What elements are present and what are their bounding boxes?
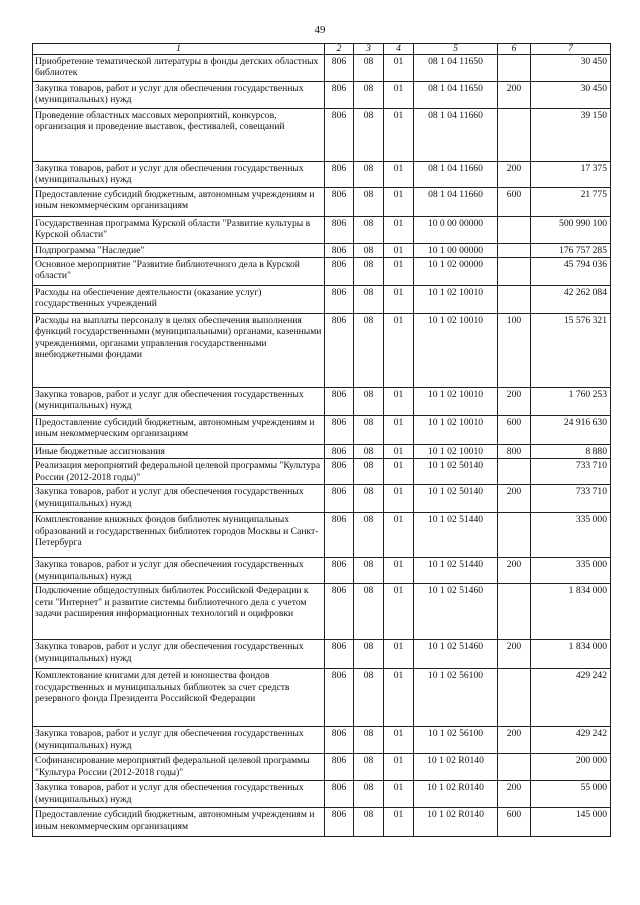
row-name: Расходы на обеспечение деятельности (оказание услуг) государственных учреждений bbox=[33, 286, 325, 314]
target-article-code: 10 1 02 10010 bbox=[414, 314, 498, 388]
row-name: Приобретение тематической литературы в фонды детских областных библиотек bbox=[33, 55, 325, 82]
target-article-code: 10 1 02 51460 bbox=[414, 640, 498, 669]
column-header: 6 bbox=[498, 44, 531, 55]
row-name: Реализация мероприятий федеральной целевой программы "Культура России (2012-2018 годы)" bbox=[33, 459, 325, 485]
expense-type-code bbox=[498, 243, 531, 257]
table-row bbox=[33, 416, 611, 445]
expense-type-code: 200 bbox=[498, 781, 531, 808]
amount: 24 916 630 bbox=[531, 416, 611, 445]
subsection-code: 01 bbox=[384, 808, 414, 837]
table-row bbox=[33, 513, 611, 558]
admin-code: 806 bbox=[325, 314, 354, 388]
section-code: 08 bbox=[354, 513, 384, 558]
target-article-code: 10 1 02 50140 bbox=[414, 459, 498, 485]
expense-type-code: 200 bbox=[498, 162, 531, 188]
amount: 45 794 036 bbox=[531, 258, 611, 286]
target-article-code: 10 1 02 10010 bbox=[414, 416, 498, 445]
amount: 1 834 000 bbox=[531, 584, 611, 640]
target-article-code: 10 1 02 51440 bbox=[414, 513, 498, 558]
table-row bbox=[33, 388, 611, 416]
expense-type-code bbox=[498, 109, 531, 162]
table-row bbox=[33, 216, 611, 243]
amount: 1 760 253 bbox=[531, 388, 611, 416]
section-code: 08 bbox=[354, 640, 384, 669]
row-name: Закупка товаров, работ и услуг для обеспечения государственных (муниципальных) нужд bbox=[33, 162, 325, 188]
admin-code: 806 bbox=[325, 513, 354, 558]
admin-code: 806 bbox=[325, 216, 354, 243]
expense-type-code: 600 bbox=[498, 187, 531, 216]
expense-type-code bbox=[498, 459, 531, 485]
subsection-code: 01 bbox=[384, 258, 414, 286]
table-row bbox=[33, 669, 611, 727]
table-row bbox=[33, 55, 611, 82]
row-name: Предоставление субсидий бюджетным, автономным учреждениям и иным некоммерческим организациям bbox=[33, 808, 325, 837]
table-row bbox=[33, 558, 611, 584]
target-article-code: 10 1 02 10010 bbox=[414, 388, 498, 416]
row-name: Основное мероприятие "Развитие библиотечного дела в Курской области" bbox=[33, 258, 325, 286]
row-name: Софинансирование мероприятий федеральной целевой программы "Культура России (2012-2018 годы)" bbox=[33, 754, 325, 781]
table-row bbox=[33, 781, 611, 808]
section-code: 08 bbox=[354, 459, 384, 485]
row-name: Комплектование книжных фондов библиотек муниципальных образований и государственных библиотек городов Москвы и Санкт-Петербурга bbox=[33, 513, 325, 558]
row-name: Закупка товаров, работ и услуг для обеспечения государственных (муниципальных) нужд bbox=[33, 727, 325, 754]
subsection-code: 01 bbox=[384, 669, 414, 727]
target-article-code: 10 1 02 10010 bbox=[414, 445, 498, 459]
table-row bbox=[33, 286, 611, 314]
section-code: 08 bbox=[354, 558, 384, 584]
table-row bbox=[33, 243, 611, 257]
target-article-code: 10 1 02 56100 bbox=[414, 669, 498, 727]
expense-type-code bbox=[498, 258, 531, 286]
amount: 429 242 bbox=[531, 727, 611, 754]
row-name: Проведение областных массовых мероприятий, конкурсов, организация и проведение выставок, фестивалей, совещаний bbox=[33, 109, 325, 162]
amount: 200 000 bbox=[531, 754, 611, 781]
amount: 17 375 bbox=[531, 162, 611, 188]
expense-type-code: 200 bbox=[498, 82, 531, 109]
target-article-code: 10 1 02 56100 bbox=[414, 727, 498, 754]
table-row bbox=[33, 109, 611, 162]
expense-type-code bbox=[498, 669, 531, 727]
admin-code: 806 bbox=[325, 258, 354, 286]
subsection-code: 01 bbox=[384, 314, 414, 388]
section-code: 08 bbox=[354, 669, 384, 727]
amount: 1 834 000 bbox=[531, 640, 611, 669]
expense-type-code: 200 bbox=[498, 558, 531, 584]
table-row bbox=[33, 82, 611, 109]
expense-type-code: 800 bbox=[498, 445, 531, 459]
subsection-code: 01 bbox=[384, 388, 414, 416]
expense-type-code bbox=[498, 513, 531, 558]
target-article-code: 10 1 02 51460 bbox=[414, 584, 498, 640]
subsection-code: 01 bbox=[384, 243, 414, 257]
table-row bbox=[33, 445, 611, 459]
section-code: 08 bbox=[354, 82, 384, 109]
table-row bbox=[33, 584, 611, 640]
row-name: Закупка товаров, работ и услуг для обеспечения государственных (муниципальных) нужд bbox=[33, 82, 325, 109]
subsection-code: 01 bbox=[384, 584, 414, 640]
section-code: 08 bbox=[354, 754, 384, 781]
budget-table bbox=[32, 43, 611, 837]
admin-code: 806 bbox=[325, 584, 354, 640]
expense-type-code: 200 bbox=[498, 388, 531, 416]
admin-code: 806 bbox=[325, 109, 354, 162]
admin-code: 806 bbox=[325, 781, 354, 808]
target-article-code: 10 0 00 00000 bbox=[414, 216, 498, 243]
table-row bbox=[33, 314, 611, 388]
table-row bbox=[33, 459, 611, 485]
subsection-code: 01 bbox=[384, 513, 414, 558]
target-article-code: 10 1 02 51440 bbox=[414, 558, 498, 584]
amount: 145 000 bbox=[531, 808, 611, 837]
expense-type-code bbox=[498, 55, 531, 82]
amount: 55 000 bbox=[531, 781, 611, 808]
expense-type-code bbox=[498, 754, 531, 781]
amount: 500 990 100 bbox=[531, 216, 611, 243]
row-name: Закупка товаров, работ и услуг для обеспечения государственных (муниципальных) нужд bbox=[33, 558, 325, 584]
subsection-code: 01 bbox=[384, 640, 414, 669]
column-header: 1 bbox=[33, 44, 325, 55]
amount: 335 000 bbox=[531, 558, 611, 584]
expense-type-code: 200 bbox=[498, 727, 531, 754]
section-code: 08 bbox=[354, 243, 384, 257]
table-row bbox=[33, 640, 611, 669]
amount: 15 576 321 bbox=[531, 314, 611, 388]
admin-code: 806 bbox=[325, 55, 354, 82]
section-code: 08 bbox=[354, 286, 384, 314]
section-code: 08 bbox=[354, 584, 384, 640]
target-article-code: 08 1 04 11660 bbox=[414, 109, 498, 162]
admin-code: 806 bbox=[325, 485, 354, 513]
table-row bbox=[33, 727, 611, 754]
row-name: Государственная программа Курской области "Развитие культуры в Курской области" bbox=[33, 216, 325, 243]
amount: 733 710 bbox=[531, 459, 611, 485]
row-name: Расходы на выплаты персоналу в целях обеспечения выполнения функций государственными (муниципальными) органами, казенными учреждениями, органами управления государственными внебюджетными фондами bbox=[33, 314, 325, 388]
expense-type-code: 600 bbox=[498, 416, 531, 445]
section-code: 08 bbox=[354, 216, 384, 243]
expense-type-code: 200 bbox=[498, 485, 531, 513]
amount: 733 710 bbox=[531, 485, 611, 513]
expense-type-code: 200 bbox=[498, 640, 531, 669]
column-header: 3 bbox=[354, 44, 384, 55]
section-code: 08 bbox=[354, 388, 384, 416]
target-article-code: 10 1 02 00000 bbox=[414, 258, 498, 286]
subsection-code: 01 bbox=[384, 109, 414, 162]
table-row bbox=[33, 754, 611, 781]
target-article-code: 08 1 04 11650 bbox=[414, 82, 498, 109]
row-name: Закупка товаров, работ и услуг для обеспечения государственных (муниципальных) нужд bbox=[33, 485, 325, 513]
subsection-code: 01 bbox=[384, 162, 414, 188]
column-header: 4 bbox=[384, 44, 414, 55]
admin-code: 806 bbox=[325, 243, 354, 257]
target-article-code: 08 1 04 11660 bbox=[414, 187, 498, 216]
table-row bbox=[33, 485, 611, 513]
subsection-code: 01 bbox=[384, 216, 414, 243]
subsection-code: 01 bbox=[384, 754, 414, 781]
subsection-code: 01 bbox=[384, 55, 414, 82]
table-row bbox=[33, 162, 611, 188]
amount: 8 880 bbox=[531, 445, 611, 459]
section-code: 08 bbox=[354, 727, 384, 754]
admin-code: 806 bbox=[325, 727, 354, 754]
section-code: 08 bbox=[354, 416, 384, 445]
section-code: 08 bbox=[354, 485, 384, 513]
section-code: 08 bbox=[354, 445, 384, 459]
section-code: 08 bbox=[354, 781, 384, 808]
amount: 429 242 bbox=[531, 669, 611, 727]
section-code: 08 bbox=[354, 162, 384, 188]
admin-code: 806 bbox=[325, 82, 354, 109]
target-article-code: 10 1 00 00000 bbox=[414, 243, 498, 257]
table-row bbox=[33, 187, 611, 216]
table-row bbox=[33, 258, 611, 286]
amount: 42 262 084 bbox=[531, 286, 611, 314]
admin-code: 806 bbox=[325, 558, 354, 584]
target-article-code: 08 1 04 11660 bbox=[414, 162, 498, 188]
admin-code: 806 bbox=[325, 754, 354, 781]
admin-code: 806 bbox=[325, 187, 354, 216]
admin-code: 806 bbox=[325, 388, 354, 416]
section-code: 08 bbox=[354, 808, 384, 837]
section-code: 08 bbox=[354, 258, 384, 286]
subsection-code: 01 bbox=[384, 187, 414, 216]
row-name: Закупка товаров, работ и услуг для обеспечения государственных (муниципальных) нужд bbox=[33, 388, 325, 416]
admin-code: 806 bbox=[325, 640, 354, 669]
amount: 30 450 bbox=[531, 55, 611, 82]
table-row bbox=[33, 808, 611, 837]
column-header: 2 bbox=[325, 44, 354, 55]
target-article-code: 10 1 02 R0140 bbox=[414, 808, 498, 837]
subsection-code: 01 bbox=[384, 485, 414, 513]
admin-code: 806 bbox=[325, 416, 354, 445]
admin-code: 806 bbox=[325, 286, 354, 314]
admin-code: 806 bbox=[325, 669, 354, 727]
target-article-code: 10 1 02 10010 bbox=[414, 286, 498, 314]
amount: 335 000 bbox=[531, 513, 611, 558]
section-code: 08 bbox=[354, 109, 384, 162]
subsection-code: 01 bbox=[384, 727, 414, 754]
admin-code: 806 bbox=[325, 162, 354, 188]
section-code: 08 bbox=[354, 55, 384, 82]
subsection-code: 01 bbox=[384, 558, 414, 584]
column-number-row bbox=[33, 44, 611, 55]
expense-type-code bbox=[498, 584, 531, 640]
subsection-code: 01 bbox=[384, 459, 414, 485]
target-article-code: 10 1 02 R0140 bbox=[414, 781, 498, 808]
section-code: 08 bbox=[354, 314, 384, 388]
subsection-code: 01 bbox=[384, 416, 414, 445]
expense-type-code: 100 bbox=[498, 314, 531, 388]
column-header: 5 bbox=[414, 44, 498, 55]
admin-code: 806 bbox=[325, 808, 354, 837]
subsection-code: 01 bbox=[384, 781, 414, 808]
row-name: Подпрограмма "Наследие" bbox=[33, 243, 325, 257]
expense-type-code bbox=[498, 286, 531, 314]
amount: 176 757 285 bbox=[531, 243, 611, 257]
target-article-code: 10 1 02 R0140 bbox=[414, 754, 498, 781]
amount: 30 450 bbox=[531, 82, 611, 109]
admin-code: 806 bbox=[325, 445, 354, 459]
expense-type-code: 600 bbox=[498, 808, 531, 837]
row-name: Иные бюджетные ассигнования bbox=[33, 445, 325, 459]
admin-code: 806 bbox=[325, 459, 354, 485]
target-article-code: 10 1 02 50140 bbox=[414, 485, 498, 513]
row-name: Комплектование книгами для детей и юношества фондов государственных и муниципальных библиотек за счет средств резервного фонда Президента Российской Федерации bbox=[33, 669, 325, 727]
row-name: Закупка товаров, работ и услуг для обеспечения государственных (муниципальных) нужд bbox=[33, 640, 325, 669]
subsection-code: 01 bbox=[384, 82, 414, 109]
subsection-code: 01 bbox=[384, 445, 414, 459]
expense-type-code bbox=[498, 216, 531, 243]
row-name: Закупка товаров, работ и услуг для обеспечения государственных (муниципальных) нужд bbox=[33, 781, 325, 808]
target-article-code: 08 1 04 11650 bbox=[414, 55, 498, 82]
page-number: 49 bbox=[314, 24, 326, 36]
amount: 21 775 bbox=[531, 187, 611, 216]
subsection-code: 01 bbox=[384, 286, 414, 314]
section-code: 08 bbox=[354, 187, 384, 216]
row-name: Предоставление субсидий бюджетным, автономным учреждениям и иным некоммерческим организациям bbox=[33, 416, 325, 445]
amount: 39 150 bbox=[531, 109, 611, 162]
column-header: 7 bbox=[531, 44, 611, 55]
row-name: Предоставление субсидий бюджетным, автономным учреждениям и иным некоммерческим организациям bbox=[33, 187, 325, 216]
row-name: Подключение общедоступных библиотек Российской Федерации к сети "Интернет" и развитие системы библиотечного дела с учетом задачи расширения информационных технологий и оцифровки bbox=[33, 584, 325, 640]
